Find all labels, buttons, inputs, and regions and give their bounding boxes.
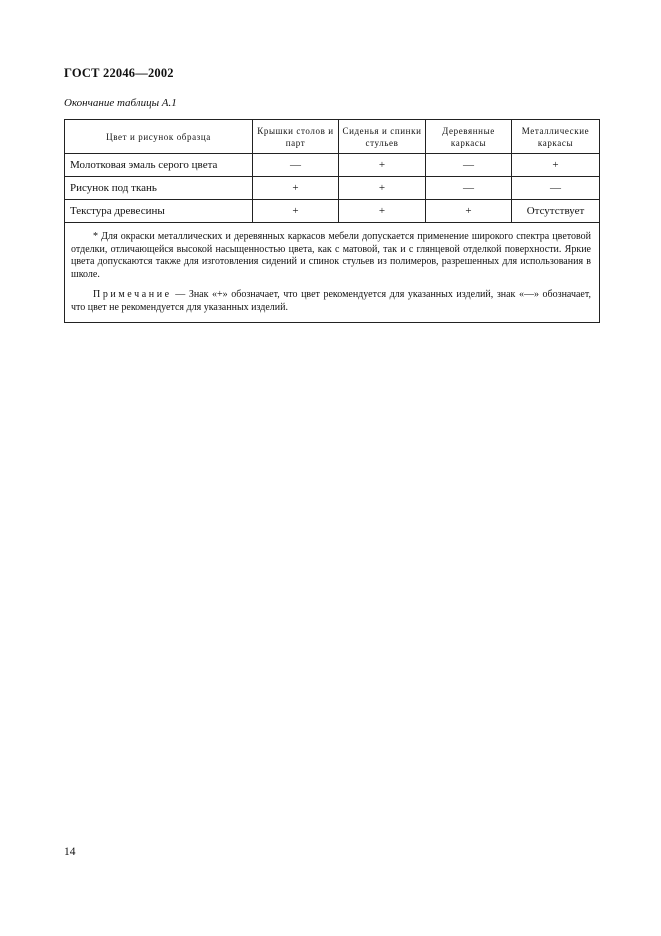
table-row — [65, 177, 600, 200]
note — [71, 289, 591, 314]
column-header-seats: Сиденья и спинки стульев — [339, 120, 426, 154]
table-cell: + — [339, 177, 426, 200]
table-cell: — — [426, 177, 512, 200]
column-header-metal-frames: Металлические каркасы — [512, 120, 600, 154]
row-label: Молотковая эмаль серого цвета — [65, 154, 253, 177]
table-cell: — — [253, 154, 339, 177]
document-header: ГОСТ 22046—2002 — [64, 66, 174, 80]
table-row — [65, 200, 600, 223]
table-notes — [65, 223, 600, 323]
note-label: Примечание — [93, 289, 172, 300]
column-header-color: Цвет и рисунок образца — [65, 120, 253, 154]
row-label: Текстура древесины — [65, 200, 253, 223]
table-cell: + — [339, 154, 426, 177]
table-cell: + — [512, 154, 600, 177]
column-header-wooden-frames: Деревянные каркасы — [426, 120, 512, 154]
column-header-table-tops: Крышки столов и парт — [253, 120, 339, 154]
table-cell: + — [253, 200, 339, 223]
table-cell: — — [512, 177, 600, 200]
table-notes-row — [65, 223, 600, 323]
table-cell: — — [426, 154, 512, 177]
footnote: * Для окраски металлических и деревянных каркасов мебели допускается применение широкого спектра цветовой отделки, отличающейся высокой насыщенностью цвета, как с матовой, так и с глянцевой отделкой поверхности. Яркие цвета допускаются также для изготовления сидений и спинок стульев из полимеров, разрешенных для использования в школе. — [71, 231, 591, 280]
table-cell: + — [253, 177, 339, 200]
row-label: Рисунок под ткань — [65, 177, 253, 200]
color-spec-table — [64, 119, 600, 323]
page-number: 14 — [64, 846, 76, 858]
table-caption: Окончание таблицы А.1 — [64, 97, 177, 109]
table-row — [65, 154, 600, 177]
table-cell: + — [339, 200, 426, 223]
table-header-row — [65, 120, 600, 154]
note-text: — Знак «+» обозначает, что цвет рекомендуется для указанных изделий, знак «—» обозначает, что цвет не рекомендуется для указанных изделий. — [71, 289, 591, 313]
table-cell: Отсутствует — [512, 200, 600, 223]
table-cell: + — [426, 200, 512, 223]
